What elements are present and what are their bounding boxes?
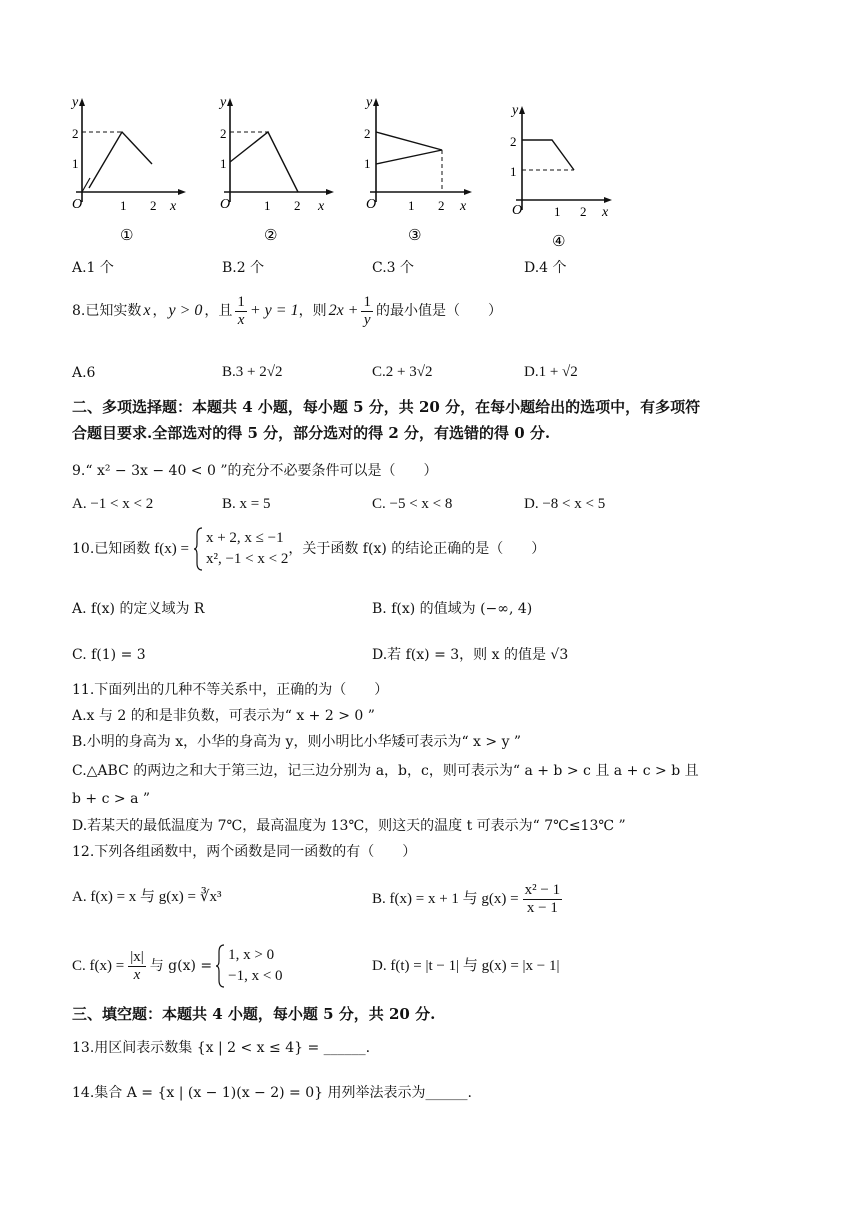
- svg-text:x: x: [170, 199, 177, 214]
- q12-c-case-1: 1, x > 0: [228, 947, 275, 963]
- svg-text:③: ③: [408, 226, 422, 244]
- graph-2: [210, 92, 340, 247]
- q12-option-b[interactable]: [372, 878, 562, 920]
- svg-text:2: 2: [72, 126, 79, 141]
- graph-4: [502, 100, 632, 250]
- section3-heading: 三、填空题：本题共 4 小题，每小题 5 分，共 20 分.: [72, 1005, 436, 1023]
- svg-text:x: x: [318, 199, 325, 214]
- q8-prefix: 8.已知实数: [72, 303, 142, 319]
- svg-text:1: 1: [510, 164, 517, 179]
- q10-brace-icon: [193, 527, 203, 571]
- q8-option-a[interactable]: A.6: [72, 365, 96, 381]
- q12-b-frac: $\frac{\text{x² − 1}}{x - 1}$: [524, 881, 561, 916]
- q8-option-b[interactable]: B.3 + 2√2: [222, 364, 283, 380]
- q10-option-d[interactable]: D.若 f(x) = 3，则 x 的值是 √3: [372, 647, 569, 663]
- svg-text:1: 1: [120, 198, 127, 213]
- svg-text:②: ②: [264, 226, 278, 244]
- q10-prefix: 10.已知函数: [72, 541, 151, 557]
- q12-c-mid: 与 g(x) =: [149, 958, 213, 974]
- q7-option-a[interactable]: A.1 个: [72, 260, 114, 276]
- svg-text:y: y: [72, 95, 79, 110]
- q9-option-a[interactable]: A. −1 < x < 2: [72, 496, 154, 512]
- q10-case-2: x², −1 < x < 2: [205, 551, 289, 567]
- svg-text:2: 2: [580, 204, 587, 219]
- svg-text:y: y: [366, 95, 373, 110]
- svg-text:1: 1: [364, 156, 371, 171]
- q9-option-c[interactable]: C. −5 < x < 8: [372, 496, 453, 512]
- q14-stem[interactable]: 14.集合 A = {x | (x − 1)(x − 2) = 0} 用列举法表示为______.: [72, 1085, 472, 1101]
- q11-option-b[interactable]: B.小明的身高为 x，小华的身高为 y，则小明比小华矮可表示为“ x > y ”: [72, 734, 522, 750]
- q11-stem: 11.下面列出的几种不等关系中，正确的为（ ）: [72, 682, 389, 698]
- svg-text:x: x: [602, 205, 609, 220]
- q8-expr-2x: 2x +: [328, 302, 359, 319]
- q8-then: ，则: [298, 303, 327, 319]
- q12-c-frac: $\frac{|x|}{x}$: [130, 948, 144, 983]
- q11-option-a[interactable]: A.x 与 2 的和是非负数，可表示为“ x + 2 > 0 ”: [72, 708, 375, 724]
- q12-stem: 12.下列各组函数中，两个函数是同一函数的有（ ）: [72, 844, 417, 860]
- q7-option-d[interactable]: D.4 个: [524, 260, 567, 276]
- q7-option-b[interactable]: B.2 个: [222, 260, 265, 276]
- q8-frac-1-over-x: $\frac{1}{x}$: [237, 293, 245, 328]
- svg-text:1: 1: [264, 198, 271, 213]
- svg-text:2: 2: [364, 126, 371, 141]
- q12-a-root: ∛x³: [199, 889, 222, 905]
- q12-c-left: C. f(x) =: [72, 958, 125, 974]
- q12-c-cases: [228, 945, 282, 987]
- graph-3: [356, 92, 486, 247]
- graph-1: [62, 92, 192, 247]
- q9-stem: 9.“ x² − 3x − 40 < 0 ”的充分不必要条件可以是（ ）: [72, 463, 438, 479]
- svg-text:1: 1: [554, 204, 561, 219]
- q11-option-c-line2: b + c > a ”: [72, 791, 151, 807]
- q8-stem: [72, 290, 502, 332]
- q10-option-c[interactable]: C. f(1) = 3: [72, 647, 146, 663]
- q8-var-x: x: [143, 302, 151, 319]
- svg-text:2: 2: [150, 198, 157, 213]
- q10-cases: [206, 528, 288, 570]
- q8-option-c[interactable]: C.2 + 3√2: [372, 364, 433, 380]
- q13-stem[interactable]: 13.用区间表示数集 {x | 2 < x ≤ 4} = ______.: [72, 1040, 371, 1056]
- q8-suffix: 的最小值是（ ）: [375, 303, 502, 319]
- svg-text:①: ①: [120, 226, 134, 244]
- q12-a-left: A. f(x) = x 与 g(x) =: [72, 889, 196, 905]
- q12-option-c[interactable]: [72, 942, 283, 990]
- svg-text:y: y: [512, 103, 519, 118]
- q8-and: ，且: [204, 303, 233, 319]
- svg-text:y: y: [220, 95, 227, 110]
- svg-text:④: ④: [552, 232, 566, 250]
- q10-suffix: ，关于函数 f(x) 的结论正确的是（ ）: [288, 541, 546, 557]
- q8-plus-y: + y = 1: [249, 302, 299, 319]
- section2-heading-line1: 二、多项选择题：本题共 4 小题，每小题 5 分，共 20 分，在每小题给出的选项中，有多项符: [72, 398, 701, 416]
- q9-option-b[interactable]: B. x = 5: [222, 496, 271, 512]
- q11-option-c-line1[interactable]: C.△ABC 的两边之和大于第三边，记三边分别为 a，b，c，则可表示为“ a + b > c 且 a + c > b 且: [72, 763, 699, 779]
- svg-text:2: 2: [438, 198, 445, 213]
- q8-frac-1-over-y: $\frac{1}{y}$: [363, 293, 371, 328]
- q10-case-1: x + 2, x ≤ −1: [205, 530, 284, 546]
- svg-text:1: 1: [72, 156, 79, 171]
- svg-text:2: 2: [220, 126, 227, 141]
- q10-option-b[interactable]: B. f(x) 的值域为 (−∞, 4): [372, 601, 533, 617]
- q11-option-d[interactable]: D.若某天的最低温度为 7℃，最高温度为 13℃，则这天的温度 t 可表示为“ 7℃≤13℃ ”: [72, 818, 626, 834]
- q10-fx: f(x) =: [154, 541, 189, 557]
- q10-stem: [72, 525, 545, 573]
- svg-text:1: 1: [220, 156, 227, 171]
- q10-option-a[interactable]: A. f(x) 的定义域为 R: [72, 601, 205, 617]
- svg-text:O: O: [72, 197, 83, 212]
- svg-text:1: 1: [408, 198, 415, 213]
- q7-option-c[interactable]: C.3 个: [372, 260, 415, 276]
- q8-cond-y: y > 0: [168, 302, 203, 319]
- svg-text:2: 2: [510, 134, 517, 149]
- q12-option-a[interactable]: [72, 888, 222, 906]
- q12-option-d[interactable]: D. f(t) = |t − 1| 与 g(x) = |x − 1|: [372, 958, 560, 974]
- q8-option-d[interactable]: D.1 + √2: [524, 364, 578, 380]
- section2-heading-line2: 合题目要求.全部选对的得 5 分，部分选对的得 2 分，有选错的得 0 分.: [72, 424, 551, 442]
- svg-text:2: 2: [294, 198, 301, 213]
- svg-text:O: O: [220, 197, 231, 212]
- svg-text:x: x: [460, 199, 467, 214]
- svg-text:O: O: [512, 203, 523, 218]
- q9-option-d[interactable]: D. −8 < x < 5: [524, 496, 606, 512]
- svg-text:O: O: [366, 197, 377, 212]
- q8-sep: ，: [152, 303, 167, 319]
- q12-b-left: B. f(x) = x + 1 与 g(x) =: [372, 891, 519, 907]
- q12-brace-icon: [215, 944, 225, 988]
- q12-c-case-2: −1, x < 0: [228, 968, 283, 984]
